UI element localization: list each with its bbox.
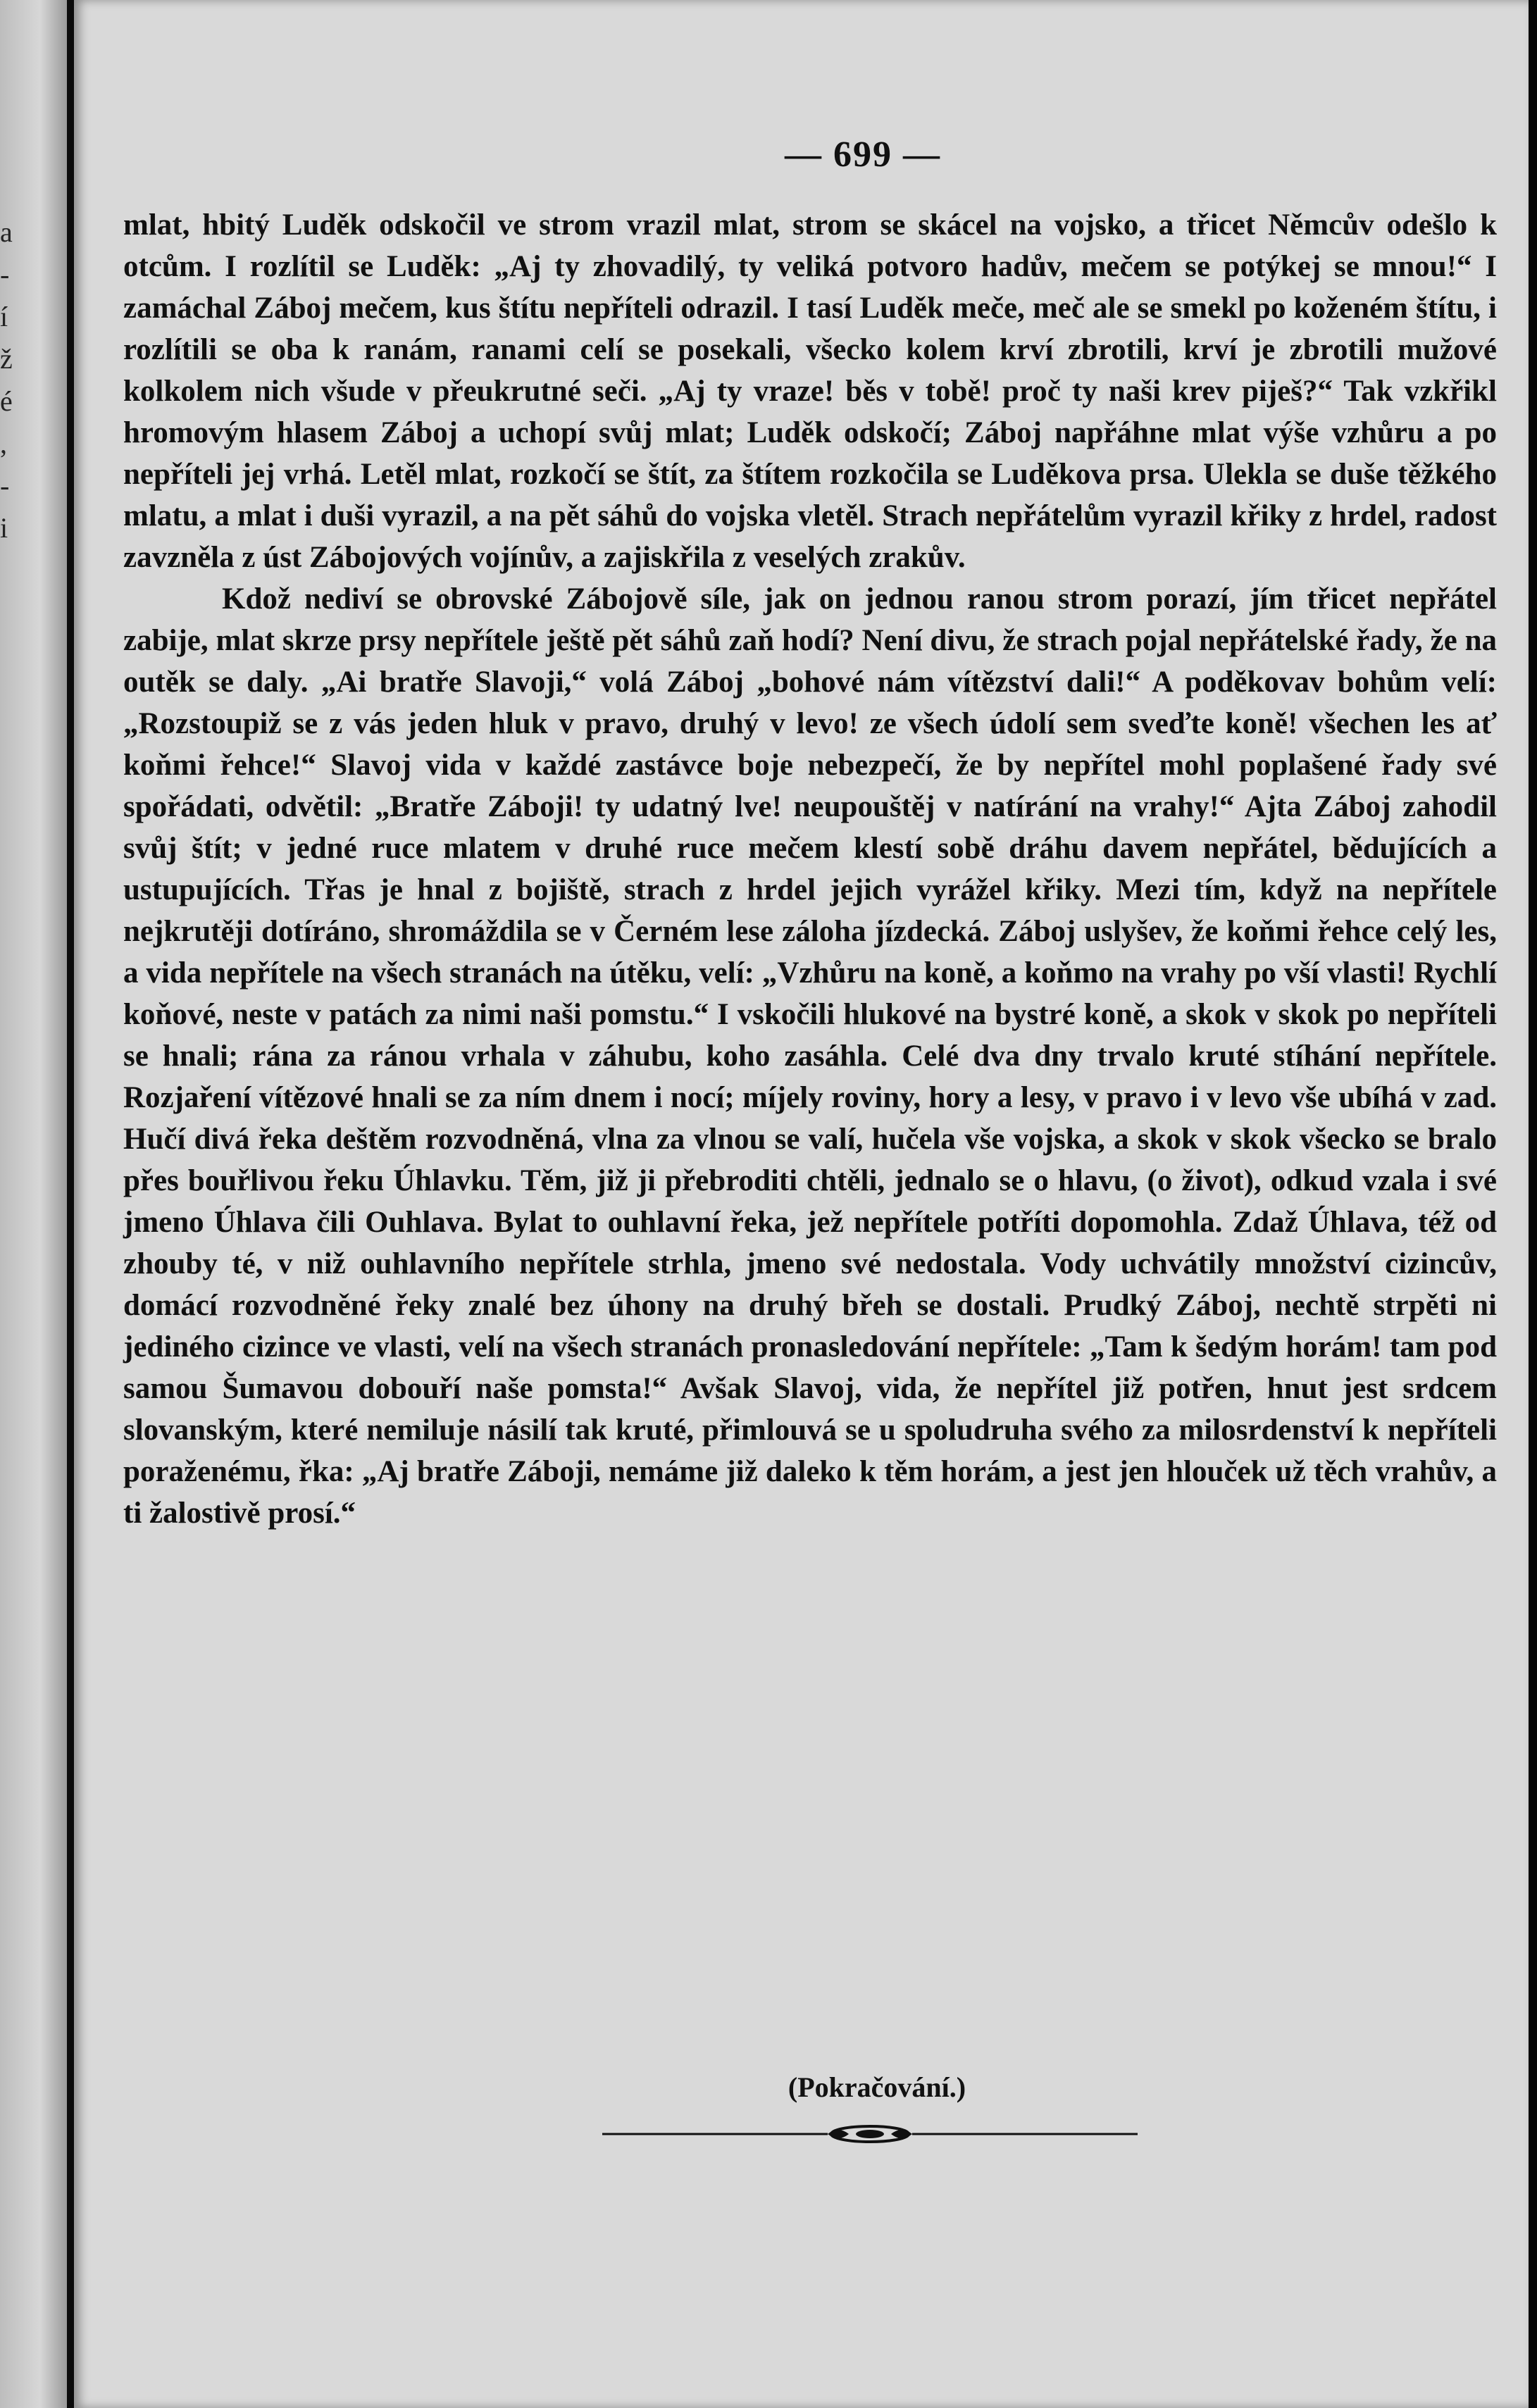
body-text [123, 204, 1497, 1534]
paragraph: mlat, hbitý Luděk odskočil ve strom vrazil mlat, strom se skácel na vojsko, a třicet Němcův odešlo k otcům. I rozlítil se Luděk: „Aj ty zhovadilý, ty veliká potvoro hadův, mečem se potýkej se mnou!“ I zamáchal Záboj mečem, kus štítu nepříteli odrazil. I tasí Luděk meče, meč ale se smekl po koženém štítu, i rozlítili se oba k ranám, ranami celí se posekali, všecko kolem krví zbrotili, krví je zbrotili mužové kolkolem nich všude v přeukrutné seči. „Aj ty vraze! běs v tobě! proč ty naši krev piješ?“ Tak vzkřikl hromovým hlasem Záboj a uchopí svůj mlat; Luděk odskočí; Záboj napřáhne mlat výše vzhůru a po nepříteli jej vrhá. Letěl mlat, rozkočí se štít, za štítem rozkočila se Luděkova prsa. Ulekla se duše těžkého mlatu, a mlat i duši vyrazil, a na pět sáhů do vojska vletěl. Strach nepřátelům vyrazil křiky z hrdel, radost zavzněla z úst Zábojových vojínův, a zajiskřila z veselých zrakův. [123, 208, 1497, 574]
previous-page-edge [0, 0, 67, 2408]
previous-page-margin-text [0, 211, 28, 549]
margin-char: í [0, 301, 8, 332]
paragraph: Kdož nediví se obrovské Zábojově síle, jak on jednou ranou strom porazí, jím třicet nepřátel zabije, mlat skrze prsy nepřítele ještě pět sáhů zaň hodí? Není divu, že strach pojal nepřátelské řady, že na outěk se daly. „Ai bratře Slavoji,“ volá Záboj „bohové nám vítězství dali!“ A poděkovav bohům velí: „Rozstoupiž se z vás jeden hluk v pravo, druhý v levo! ze všech údolí sem sveďte koně! všechen les ať koňmi řehce!“ Slavoj vida v každé zastávce boje nebezpečí, že by nepřítel mohl poplašené řady své spořádati, odvětil: „Bratře Záboji! ty udatný lve! neupouštěj v natírání na vrahy!“ Ajta Záboj zahodil svůj štít; v jedné ruce mlatem v druhé ruce mečem klestí sobě dráhu davem nepřátel, bědujících a ustupujících. Třas je hnal z bojiště, strach z hrdel jejich vyrážel křiky. Mezi tím, když na nepřítele nejkrutěji dotíráno, shromáždila se v Černém lese záloha jízdecká. Záboj uslyšev, že koňmi řehce celý les, a vida nepřítele na všech stranách na útěku, velí: „Vzhůru na koně, a koňmo na vrahy po vší vlasti! Rychlí koňové, neste v patách za nimi naši pomstu.“ I vskočili hlukové na bystré koně, a skok v skok po nepříteli se hnali; rána za ránou vrhala v záhubu, koho zasáhla. Celé dva dny trvalo kruté stíhání nepřítele. Rozjaření vítězové hnali se za ním dnem i nocí; míjely roviny, hory a lesy, v pravo i v levo vše ubíhá v zad. Hučí divá řeka deštěm rozvodněná, vlna za vlnou se valí, hučela vše vojska, a skok v skok všecko se bralo přes bouřlivou řeku Úhlavku. Těm, již ji přebroditi chtěli, jednalo se o hlavu, (o život), odkud vzala i své jmeno Úhlava čili Ouhlava. Bylat to ouhlavní řeka, jež nepřítele potříti dopomohla. Zdaž Úhlava, též od zhouby té, v niž ouhlavního nepřítele strhla, jmeno své nedostala. Vody uchvátily množství cizincův, domácí rozvodněné řeky znalé bez úhony na druhý břeh se dostali. Prudký Záboj, nechtě strpěti ni jediného cizince ve vlasti, velí na všech stranách pronasledování nepřítele: „Tam k šedým horám! tam pod samou Šumavou dobouří naše pomsta!“ Avšak Slavoj, vida, že nepřítel již potřen, hnut jest srdcem slovanským, které nemiluje násilí tak kruté, přimlouvá se u spoludruha svého za milosrdenství k nepříteli poraženému, řka: „Aj bratře Záboji, nemáme již daleko k těm horám, a jest jen hlouček už těch vrahův, a ti žalostivě prosí.“ [123, 582, 1497, 1530]
page-edge-shadow [1529, 0, 1537, 2408]
margin-char: ž [0, 343, 13, 375]
margin-char: , [0, 428, 7, 459]
margin-char: i [0, 512, 8, 544]
margin-char: - [0, 470, 10, 501]
page-number: — 699 — [785, 135, 941, 175]
ornament-divider-icon [602, 2120, 1138, 2148]
continuation-note: (Pokračování.) [788, 2071, 966, 2103]
margin-char: - [0, 258, 10, 290]
margin-char: a [0, 216, 13, 248]
book-page [74, 0, 1529, 2408]
margin-char: é [0, 385, 13, 417]
